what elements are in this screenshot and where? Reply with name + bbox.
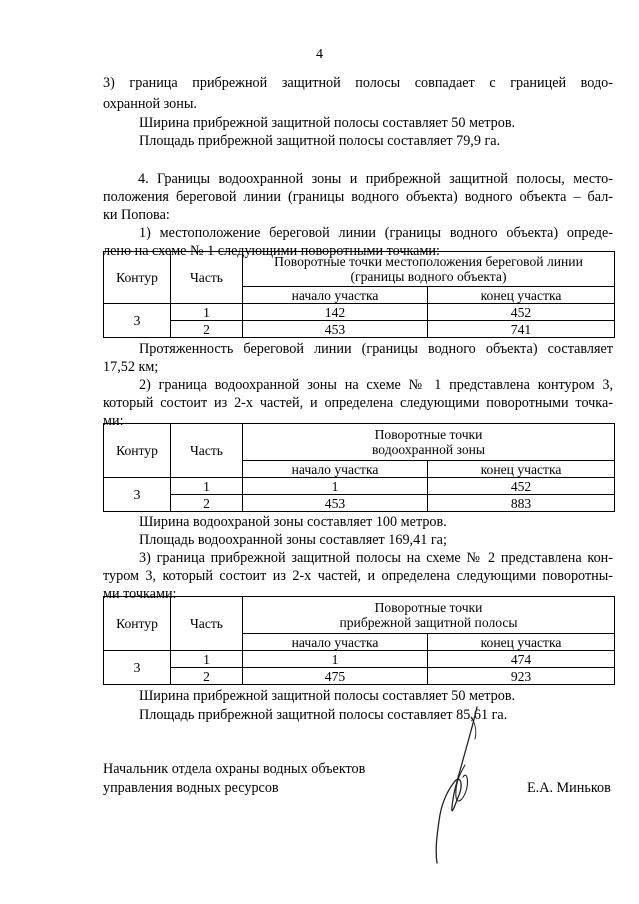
paragraph-line: 1) местоположение береговой линии (границы водного объекта) опреде- xyxy=(139,225,613,241)
cell-kontur: 3 xyxy=(104,304,171,338)
paragraph-line: 17,52 км; xyxy=(103,359,159,375)
header-kontur: Контур xyxy=(104,252,171,304)
signatory-title-line2: управления водных ресурсов xyxy=(103,780,279,796)
paragraph-line: ми точками: xyxy=(103,586,177,602)
cell-start: 1 xyxy=(243,478,428,495)
header-points-line1: Поворотные точки xyxy=(374,600,483,615)
paragraph-line: 3) граница прибрежной защитной полосы совпадает с границей водо- xyxy=(103,75,613,91)
signatory-title-line1: Начальник отдела охраны водных объектов xyxy=(103,761,366,777)
table-row xyxy=(104,495,615,512)
cell-start: 142 xyxy=(243,304,428,321)
paragraph-line: который состоит из 2-х частей, и определена следующими поворотными точка- xyxy=(103,395,613,411)
cell-kontur: 3 xyxy=(104,478,171,512)
cell-end: 883 xyxy=(428,495,615,512)
paragraph-line: Ширина прибрежной защитной полосы составляет 50 метров. xyxy=(139,115,516,131)
signatory-name: Е.А. Миньков xyxy=(527,780,611,796)
paragraph-line: ки Попова: xyxy=(103,207,170,223)
paragraph-line: охранной зоны. xyxy=(103,96,197,112)
cell-end: 452 xyxy=(428,304,615,321)
paragraph-line: 4. Границы водоохранной зоны и прибрежной защитной полосы, место- xyxy=(138,171,613,187)
header-chast: Часть xyxy=(171,252,243,304)
paragraph-line: Площадь прибрежной защитной полосы составляет 85,61 га. xyxy=(139,707,508,723)
header-end: конец участка xyxy=(428,634,615,651)
cell-start: 475 xyxy=(243,668,428,685)
header-points-line2: (границы водного объекта) xyxy=(350,269,507,284)
table-row xyxy=(104,321,615,338)
table-shoreline-points xyxy=(103,251,615,338)
header-start: начало участка xyxy=(243,634,428,651)
table-row xyxy=(104,651,615,668)
header-end: конец участка xyxy=(428,461,615,478)
header-points-line2: водоохранной зоны xyxy=(371,442,486,457)
table-row xyxy=(104,304,615,321)
cell-end: 452 xyxy=(428,478,615,495)
cell-end: 474 xyxy=(428,651,615,668)
paragraph-line: 3) граница прибрежной защитной полосы на схеме № 2 представлена кон- xyxy=(139,550,613,566)
paragraph-line: Площадь водоохранной зоны составляет 169,41 га; xyxy=(139,532,447,548)
paragraph-line: Протяженность береговой линии (границы водного объекта) составляет xyxy=(139,341,613,357)
header-points-line2: прибрежной защитной полосы xyxy=(339,615,518,630)
header-chast: Часть xyxy=(171,597,243,651)
cell-start: 1 xyxy=(243,651,428,668)
cell-part: 2 xyxy=(171,321,243,338)
cell-part: 2 xyxy=(171,668,243,685)
cell-part: 1 xyxy=(171,651,243,668)
header-start: начало участка xyxy=(243,287,428,304)
paragraph-line: ми: xyxy=(103,413,124,429)
header-points-line1: Поворотные точки xyxy=(374,427,483,442)
paragraph-line: Ширина водоохраной зоны составляет 100 метров. xyxy=(139,514,447,530)
header-kontur: Контур xyxy=(104,424,171,478)
table-coastal-protective-strip-points xyxy=(103,596,615,685)
paragraph-line: Площадь прибрежной защитной полосы составляет 79,9 га. xyxy=(139,133,501,149)
header-start: начало участка xyxy=(243,461,428,478)
handwritten-signature-icon xyxy=(425,705,495,865)
cell-kontur: 3 xyxy=(104,651,171,685)
header-points xyxy=(243,252,615,287)
paragraph-line: положения береговой линии (границы водного объекта) водного объекта – бал- xyxy=(103,189,613,205)
cell-part: 1 xyxy=(171,304,243,321)
cell-start: 453 xyxy=(243,495,428,512)
paragraph-line: туром 3, который состоит из 2-х частей, и определена следующими поворотны- xyxy=(103,568,613,584)
table-row xyxy=(104,668,615,685)
header-points-line1: Поворотные точки местоположения береговой линии xyxy=(274,254,583,269)
paragraph-line: Ширина прибрежной защитной полосы составляет 50 метров. xyxy=(139,688,516,704)
table-water-protection-zone-points xyxy=(103,423,615,512)
header-end: конец участка xyxy=(428,287,615,304)
paragraph-line: лено на схеме № 1 следующими поворотными точками: xyxy=(103,243,440,259)
table-row xyxy=(104,478,615,495)
header-points xyxy=(243,597,615,634)
paragraph-line: 2) граница водоохранной зоны на схеме № 1 представлена контуром 3, xyxy=(139,377,613,393)
cell-start: 453 xyxy=(243,321,428,338)
header-chast: Часть xyxy=(171,424,243,478)
cell-end: 923 xyxy=(428,668,615,685)
page-number: 4 xyxy=(316,47,323,62)
header-points xyxy=(243,424,615,461)
header-kontur: Контур xyxy=(104,597,171,651)
cell-part: 1 xyxy=(171,478,243,495)
cell-end: 741 xyxy=(428,321,615,338)
cell-part: 2 xyxy=(171,495,243,512)
